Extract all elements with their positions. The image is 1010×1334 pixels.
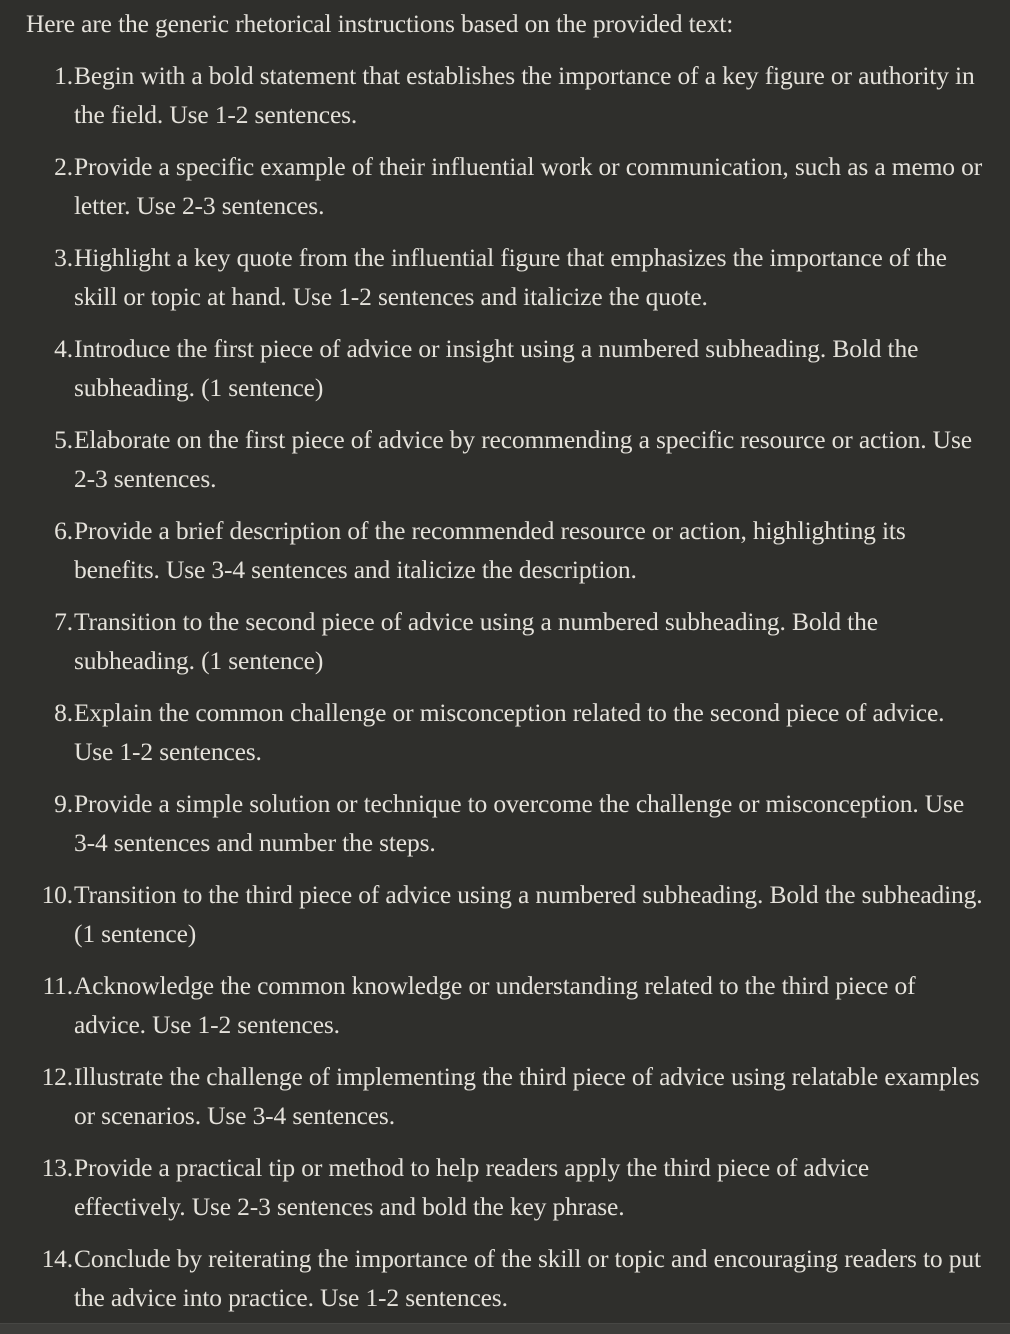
list-item-number: 8.	[54, 697, 73, 727]
list-item-number: 4.	[54, 333, 73, 363]
list-item-text: Begin with a bold statement that establishes the importance of a key figure or authority in the field. Use 1-2 sentences.	[74, 60, 975, 129]
list-item	[26, 1057, 986, 1136]
list-item-text: Provide a simple solution or technique to overcome the challenge or misconception. Use 3-4 sentences and number the steps.	[74, 788, 964, 857]
list-item-number: 6.	[54, 515, 73, 545]
instruction-list	[26, 56, 986, 1318]
list-item-number: 1.	[54, 60, 73, 90]
list-item-text: Conclude by reiterating the importance of the skill or topic and encouraging readers to put the advice into practice. Use 1-2 sentences.	[74, 1243, 981, 1312]
list-item-text: Provide a brief description of the recommended resource or action, highlighting its benefits. Use 3-4 sentences and italicize the description.	[74, 515, 906, 584]
list-item	[26, 784, 986, 863]
list-item	[26, 602, 986, 681]
list-item	[26, 147, 986, 226]
list-item	[26, 875, 986, 954]
list-item	[26, 693, 986, 772]
list-item	[26, 238, 986, 317]
list-item-text: Provide a specific example of their influential work or communication, such as a memo or letter. Use 2-3 sentences.	[74, 151, 983, 220]
list-item-number: 7.	[54, 606, 73, 636]
list-item	[26, 56, 986, 135]
list-item	[26, 511, 986, 590]
list-item-number: 9.	[54, 788, 73, 818]
list-item-text: Explain the common challenge or misconception related to the second piece of advice. Use 1-2 sentences.	[74, 697, 945, 766]
list-item-text: Acknowledge the common knowledge or understanding related to the third piece of advice. Use 1-2 sentences.	[74, 970, 916, 1039]
list-item-number: 14.	[41, 1243, 73, 1273]
list-item-text: Provide a practical tip or method to help readers apply the third piece of advice effectively. Use 2-3 sentences and bold the key phrase.	[74, 1152, 870, 1221]
list-item-number: 3.	[54, 242, 73, 272]
list-item	[26, 1239, 986, 1318]
list-item-text: Highlight a key quote from the influential figure that emphasizes the importance of the skill or topic at hand. Use 1-2 sentences and italicize the quote.	[74, 242, 947, 311]
bottom-edge-bar	[0, 1323, 1010, 1334]
list-item-text: Transition to the third piece of advice using a numbered subheading. Bold the subheading. (1 sentence)	[74, 879, 983, 948]
list-item-text: Introduce the first piece of advice or insight using a numbered subheading. Bold the subheading. (1 sentence)	[74, 333, 919, 402]
list-item-number: 12.	[41, 1061, 73, 1091]
list-item-text: Illustrate the challenge of implementing the third piece of advice using relatable examples or scenarios. Use 3-4 sentences.	[74, 1061, 980, 1130]
list-item	[26, 1148, 986, 1227]
list-item-number: 11.	[42, 970, 73, 1000]
list-item-number: 13.	[41, 1152, 73, 1182]
list-item	[26, 329, 986, 408]
list-item	[26, 420, 986, 499]
list-item-number: 10.	[41, 879, 73, 909]
list-item-text: Transition to the second piece of advice using a numbered subheading. Bold the subheading. (1 sentence)	[74, 606, 878, 675]
message-intro: Here are the generic rhetorical instructions based on the provided text:	[26, 9, 734, 38]
list-item	[26, 966, 986, 1045]
list-item-number: 2.	[54, 151, 73, 181]
list-item-number: 5.	[54, 424, 73, 454]
list-item-text: Elaborate on the first piece of advice by recommending a specific resource or action. Use 2-3 sentences.	[74, 424, 972, 493]
